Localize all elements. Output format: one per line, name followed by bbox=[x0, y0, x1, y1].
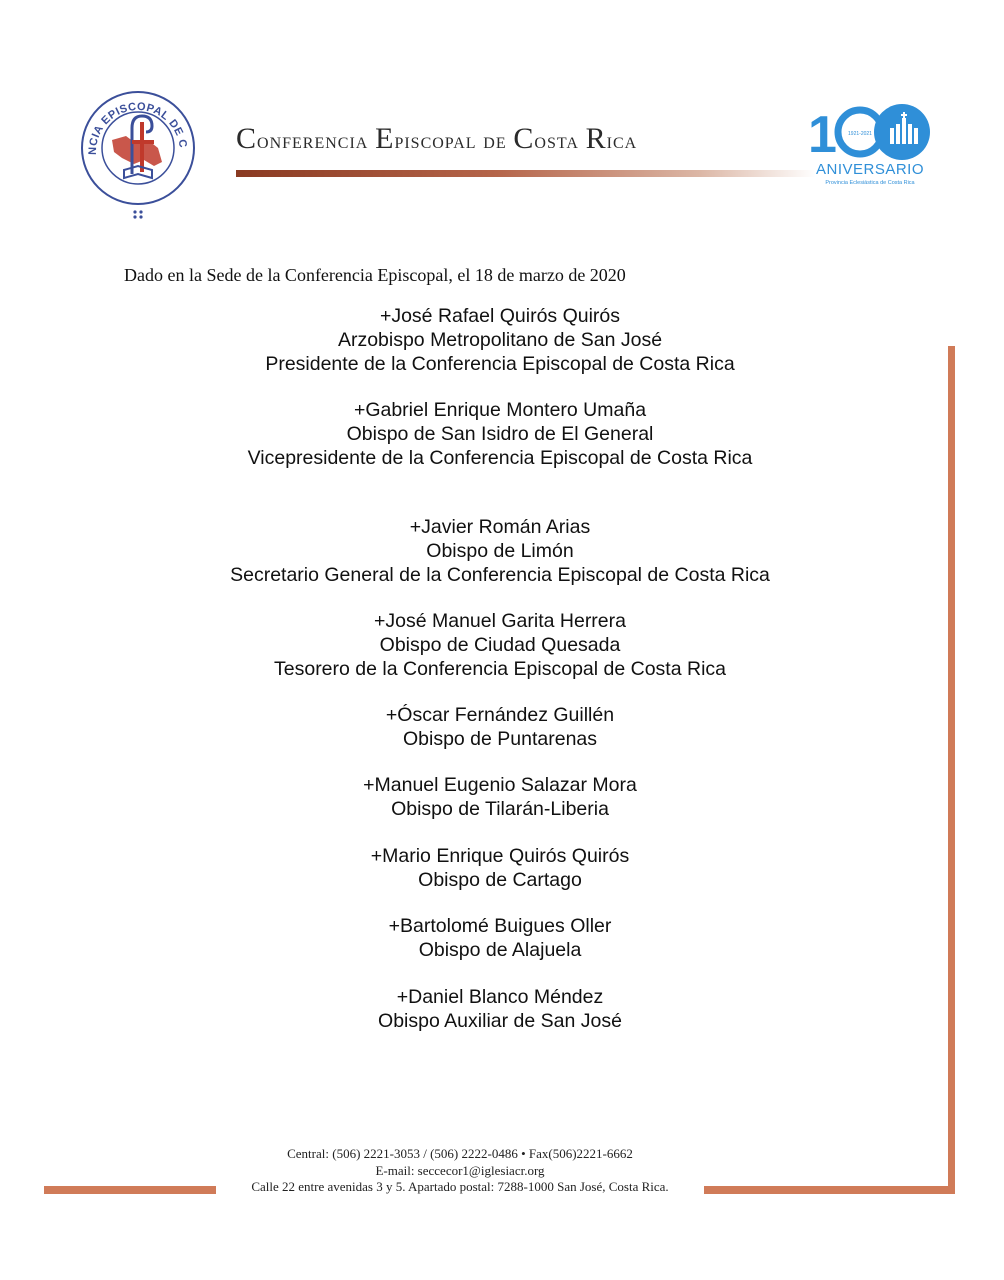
signatory-title: Presidente de la Conferencia Episcopal de Costa Rica bbox=[265, 353, 735, 375]
signatory-title: Obispo de Puntarenas bbox=[402, 728, 598, 750]
title-initial: E bbox=[375, 122, 395, 155]
anniversary-icon bbox=[806, 98, 938, 188]
signatory-name: +Bartolomé Buigues Oller bbox=[388, 915, 612, 937]
signatory-title: Secretario General de la Conferencia Episcopal de Costa Rica bbox=[230, 564, 770, 586]
signature-block bbox=[0, 985, 1000, 1033]
footer-contact bbox=[216, 1146, 704, 1196]
signature-block bbox=[0, 703, 1000, 751]
signatory-name: +Javier Román Arias bbox=[409, 516, 591, 538]
title-initial: C bbox=[513, 122, 535, 155]
signatory-title: Vicepresidente de la Conferencia Episcopal de Costa Rica bbox=[247, 447, 753, 469]
frame-bottom-left-bar bbox=[44, 1186, 216, 1194]
header-rule bbox=[236, 170, 816, 177]
signatory-title: Obispo de Ciudad Quesada bbox=[379, 634, 621, 656]
signature-block bbox=[0, 773, 1000, 821]
signatory-title: Obispo de Tilarán-Liberia bbox=[391, 798, 609, 820]
signatory-name: +Manuel Eugenio Salazar Mora bbox=[363, 774, 637, 796]
signature-block bbox=[0, 515, 1000, 587]
signatory-title: Obispo Auxiliar de San José bbox=[378, 1010, 622, 1032]
title-initial: C bbox=[236, 122, 258, 155]
title-rest: osta bbox=[534, 128, 586, 153]
seal-text: NCIA EPISCOPAL DE C bbox=[86, 100, 189, 156]
signature-block bbox=[0, 304, 1000, 376]
title-rest: ica bbox=[606, 128, 638, 153]
signatory-name: +Gabriel Enrique Montero Umaña bbox=[353, 399, 647, 421]
footer-phone: Central: (506) 2221-3053 / (506) 2222-0486 • Fax(506)2221-6662 bbox=[287, 1146, 633, 1161]
seal-icon bbox=[74, 82, 202, 220]
signatory-title: Obispo de Limón bbox=[426, 540, 574, 562]
date-line: Dado en la Sede de la Conferencia Episcopal, el 18 de marzo de 2020 bbox=[124, 265, 626, 285]
episcopal-seal-logo bbox=[74, 82, 202, 220]
anniversary-label: ANIVERSARIO bbox=[815, 161, 925, 178]
signatory-name: +Óscar Fernández Guillén bbox=[385, 704, 615, 726]
anniversary-logo bbox=[806, 98, 938, 188]
frame-bottom-right-bar bbox=[704, 1186, 955, 1194]
footer-address: Calle 22 entre avenidas 3 y 5. Apartado postal: 7288-1000 San José, Costa Rica. bbox=[251, 1179, 669, 1194]
title-initial: R bbox=[585, 122, 607, 155]
org-title bbox=[236, 122, 637, 156]
title-rest: onferencia bbox=[257, 128, 376, 153]
svg-text:1: 1 bbox=[808, 106, 837, 164]
signature-block bbox=[0, 398, 1000, 470]
signature-block bbox=[0, 609, 1000, 681]
signatory-name: +Mario Enrique Quirós Quirós bbox=[370, 845, 630, 867]
signatory-title: Obispo de Cartago bbox=[418, 869, 582, 891]
signatory-title: Tesorero de la Conferencia Episcopal de Costa Rica bbox=[274, 658, 726, 680]
frame-right-border bbox=[948, 346, 955, 1194]
signatory-name: +José Rafael Quirós Quirós bbox=[379, 305, 621, 327]
signature-block bbox=[0, 914, 1000, 962]
anniversary-sublabel: Provincia Eclesiástica de Costa Rica bbox=[825, 180, 915, 186]
signatory-name: +Daniel Blanco Méndez bbox=[396, 986, 604, 1008]
signatory-title: Obispo de Alajuela bbox=[418, 939, 582, 961]
title-rest: piscopal de bbox=[394, 128, 514, 153]
anniversary-years: 1921-2021 bbox=[848, 131, 872, 137]
footer-email: E-mail: seccecor1@iglesiacr.org bbox=[375, 1162, 545, 1178]
signature-block bbox=[0, 844, 1000, 892]
signatory-name: +José Manuel Garita Herrera bbox=[374, 610, 626, 632]
signatory-title: Arzobispo Metropolitano de San José bbox=[337, 329, 663, 351]
signatory-title: Obispo de San Isidro de El General bbox=[346, 423, 654, 445]
